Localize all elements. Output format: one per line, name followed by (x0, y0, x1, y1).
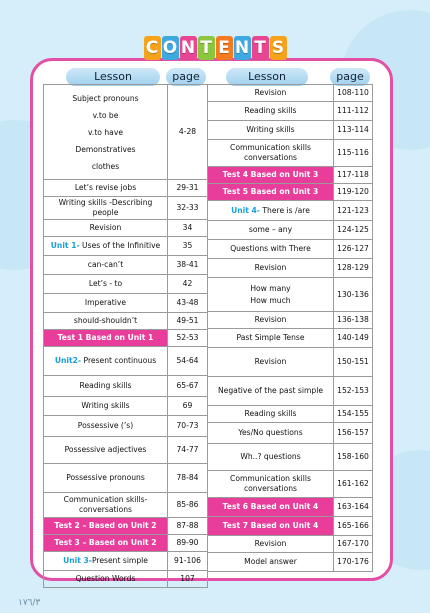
table-row (44, 437, 208, 464)
page-cell: 111-112 (334, 102, 373, 121)
page-cell: 91-106 (168, 552, 208, 571)
table-row (44, 416, 208, 437)
lesson-cell (44, 197, 168, 220)
lesson-title: Revision (254, 539, 287, 548)
page-cell: 69 (168, 397, 208, 416)
page-cell: 113-114 (334, 121, 373, 140)
lesson-title: clothes (91, 161, 120, 171)
lesson-title: Communication skills conversations (230, 143, 311, 162)
page-cell: 154-155 (334, 406, 373, 423)
lesson-title: Revision (254, 357, 287, 366)
lesson-title: should-shouldn’t (73, 316, 138, 325)
lesson-title: Communication skills- conversations (63, 495, 148, 514)
lesson-cell (208, 259, 334, 278)
lesson-title: Negative of the past simple (218, 386, 323, 395)
lesson-title: Imperative (84, 298, 127, 307)
lesson-cell (44, 552, 168, 571)
lesson-title: Reading skills (79, 381, 132, 390)
lesson-cell (208, 377, 334, 406)
page-cell: 49-51 (168, 313, 208, 330)
lesson-title: Wh..? questions (240, 452, 301, 461)
table-row (44, 535, 208, 552)
lesson-title: Demonstratives (75, 144, 136, 154)
lesson-cell (44, 464, 168, 493)
page-cell: 136-138 (334, 312, 373, 329)
lesson-cell (44, 275, 168, 294)
table-row (44, 397, 208, 416)
lesson-cell (44, 535, 168, 552)
table-row (44, 552, 208, 571)
page-header-right: page (330, 68, 370, 86)
table-row (208, 553, 373, 572)
unit-label: Unit 3- (63, 556, 92, 565)
lesson-title: Uses of the Infinitive (79, 241, 161, 250)
lesson-cell (208, 184, 334, 201)
table-row (208, 259, 373, 278)
page-cell: 87-88 (168, 518, 208, 535)
lesson-cell (208, 536, 334, 553)
contents-table-right (207, 84, 373, 572)
lesson-header-right: Lesson (226, 68, 308, 86)
page-cell: 107 (168, 571, 208, 588)
page-cell: 156-157 (334, 423, 373, 444)
title-letter: C (144, 36, 161, 60)
page-number: ١٧٦/٣ (18, 598, 41, 608)
lesson-cell (208, 517, 334, 536)
lesson-cell (208, 312, 334, 329)
table-row (208, 329, 373, 348)
page-cell: 85-86 (168, 493, 208, 518)
lesson-title: How much (250, 295, 291, 305)
table-row (208, 240, 373, 259)
table-row (208, 140, 373, 167)
lesson-title: Let’s - to (88, 279, 123, 288)
lesson-cell (208, 444, 334, 471)
lesson-title: Revision (254, 263, 287, 272)
lesson-title: Reading skills (244, 409, 297, 418)
lesson-cell (208, 498, 334, 517)
unit-label: Unit 4- (231, 205, 260, 215)
lesson-title: Revision (254, 88, 287, 97)
page-cell: 165-166 (334, 517, 373, 536)
lesson-cell (208, 102, 334, 121)
table-row (44, 571, 208, 588)
lesson-title: There is /are (259, 205, 310, 215)
page-cell: 167-170 (334, 536, 373, 553)
lesson-title: Revision (254, 315, 287, 324)
page-cell: 74-77 (168, 437, 208, 464)
lesson-cell (44, 85, 168, 180)
page-cell: 115-116 (334, 140, 373, 167)
lesson-title: Let’s revise jobs (74, 183, 137, 192)
table-row (208, 201, 373, 221)
lesson-title: Test 2 – Based on Unit 2 (54, 521, 157, 530)
table-row (44, 347, 208, 376)
page-cell: 150-151 (334, 348, 373, 377)
table-row (208, 536, 373, 553)
table-row (208, 184, 373, 201)
page-header-left: page (166, 68, 206, 86)
lesson-cell (44, 347, 168, 376)
table-row (208, 377, 373, 406)
lesson-cell (44, 397, 168, 416)
lesson-title: Writing skills -Describing people (58, 198, 153, 217)
lesson-cell (208, 278, 334, 312)
table-row (208, 221, 373, 240)
table-row (208, 423, 373, 444)
table-row (44, 493, 208, 518)
lesson-title: Reading skills (244, 106, 297, 115)
lesson-cell (208, 348, 334, 377)
title-letter: O (162, 38, 178, 58)
lesson-cell (44, 493, 168, 518)
page-cell: 34 (168, 220, 208, 237)
lesson-cell (44, 416, 168, 437)
lesson-title: Present simple (91, 556, 148, 565)
page-cell: 43-48 (168, 294, 208, 313)
lesson-title: How many (250, 283, 291, 293)
lesson-cell (208, 85, 334, 102)
lesson-title: Test 5 Based on Unit 3 (222, 187, 319, 196)
title-letter: T (252, 36, 269, 60)
page-cell: 163-164 (334, 498, 373, 517)
page-cell: 108-110 (334, 85, 373, 102)
page-cell: 130-136 (334, 278, 373, 312)
contents-table-left (43, 84, 208, 588)
lesson-title: Question Words (75, 574, 136, 583)
table-row (44, 313, 208, 330)
page-cell: 52-53 (168, 330, 208, 347)
lesson-cell (208, 201, 334, 221)
lesson-title: Test 4 Based on Unit 3 (222, 170, 319, 179)
lesson-title: Past Simple Tense (236, 333, 305, 342)
table-row (44, 518, 208, 535)
lesson-title: Test 6 Based on Unit 4 (222, 502, 319, 511)
title-letter: N (234, 38, 250, 58)
lesson-title: Writing skills (81, 401, 130, 410)
page-cell: 89-90 (168, 535, 208, 552)
lesson-title: Writing skills (246, 125, 295, 134)
title-letter: E (216, 36, 233, 60)
table-row (44, 237, 208, 256)
lesson-cell (44, 237, 168, 256)
page-cell: 140-149 (334, 329, 373, 348)
lesson-header-left: Lesson (66, 68, 160, 86)
table-row (208, 85, 373, 102)
lesson-title: some – any (248, 225, 293, 234)
table-row (44, 256, 208, 275)
page-cell: 161-162 (334, 471, 373, 498)
contents-title (0, 36, 430, 60)
page-cell: 35 (168, 237, 208, 256)
lesson-cell (44, 518, 168, 535)
table-row (208, 312, 373, 329)
page-cell: 117-118 (334, 167, 373, 184)
lesson-cell (44, 571, 168, 588)
page-cell: 32-33 (168, 197, 208, 220)
lesson-cell (44, 294, 168, 313)
table-row (208, 406, 373, 423)
table-row (208, 444, 373, 471)
page-cell: 78-84 (168, 464, 208, 493)
table-row (44, 464, 208, 493)
page-cell: 29-31 (168, 180, 208, 197)
page-cell: 70-73 (168, 416, 208, 437)
lesson-title: Test 7 Based on Unit 4 (222, 521, 319, 530)
lesson-title: v.to be (92, 110, 119, 120)
page-cell: 126-127 (334, 240, 373, 259)
table-row (208, 517, 373, 536)
lesson-cell (208, 140, 334, 167)
page-cell: 121-123 (334, 201, 373, 221)
lesson-title: Communication skills conversations (230, 474, 311, 493)
table-row (44, 197, 208, 220)
lesson-title: can-can’t (87, 260, 124, 269)
lesson-title: Possessive pronouns (66, 473, 145, 482)
lesson-title: Possessive adjectives (64, 445, 147, 454)
lesson-cell (44, 256, 168, 275)
unit-label: Unit 1- (50, 241, 80, 250)
page-cell: 42 (168, 275, 208, 294)
lesson-title: v.to have (88, 127, 123, 137)
lesson-title: Model answer (244, 557, 297, 566)
lesson-cell (208, 121, 334, 140)
lesson-cell (208, 221, 334, 240)
lesson-title: Test 1 Based on Unit 1 (57, 333, 154, 342)
lesson-title: Test 3 – Based on Unit 2 (54, 538, 157, 547)
lesson-title: Questions with There (230, 244, 311, 253)
table-row (208, 348, 373, 377)
page-cell: 128-129 (334, 259, 373, 278)
lesson-title: Yes/No questions (238, 428, 303, 437)
lesson-cell (208, 240, 334, 259)
lesson-cell (208, 329, 334, 348)
lesson-cell (44, 376, 168, 397)
table-row (208, 167, 373, 184)
lesson-cell (44, 180, 168, 197)
table-row (208, 102, 373, 121)
lesson-title: Possessive (’s) (77, 421, 134, 430)
lesson-cell (208, 471, 334, 498)
title-letter: N (180, 38, 196, 58)
table-row (44, 220, 208, 237)
table-row (208, 121, 373, 140)
unit-label: Unit2- (54, 356, 82, 365)
lesson-cell (44, 313, 168, 330)
page-cell: 119-120 (334, 184, 373, 201)
lesson-cell (208, 423, 334, 444)
table-row (44, 85, 208, 180)
table-row (208, 498, 373, 517)
lesson-cell (208, 553, 334, 572)
table-row (208, 471, 373, 498)
page-cell: 54-64 (168, 347, 208, 376)
lesson-title: Revision (89, 223, 122, 232)
table-row (208, 278, 373, 312)
table-row (44, 376, 208, 397)
page-cell: 158-160 (334, 444, 373, 471)
title-letter: T (198, 36, 215, 60)
page-cell: 124-125 (334, 221, 373, 240)
lesson-cell (208, 167, 334, 184)
title-letter: S (270, 36, 287, 60)
table-row (44, 180, 208, 197)
table-row (44, 294, 208, 313)
lesson-cell (44, 220, 168, 237)
table-row (44, 275, 208, 294)
table-row (44, 330, 208, 347)
page-cell: 4-28 (168, 85, 208, 180)
page-cell: 65-67 (168, 376, 208, 397)
lesson-cell (208, 406, 334, 423)
lesson-title: Subject pronouns (72, 93, 139, 103)
page-cell: 152-153 (334, 377, 373, 406)
lesson-cell (44, 330, 168, 347)
lesson-title: Present continuous (81, 356, 157, 365)
page-cell: 38-41 (168, 256, 208, 275)
page-cell: 170-176 (334, 553, 373, 572)
lesson-cell (44, 437, 168, 464)
